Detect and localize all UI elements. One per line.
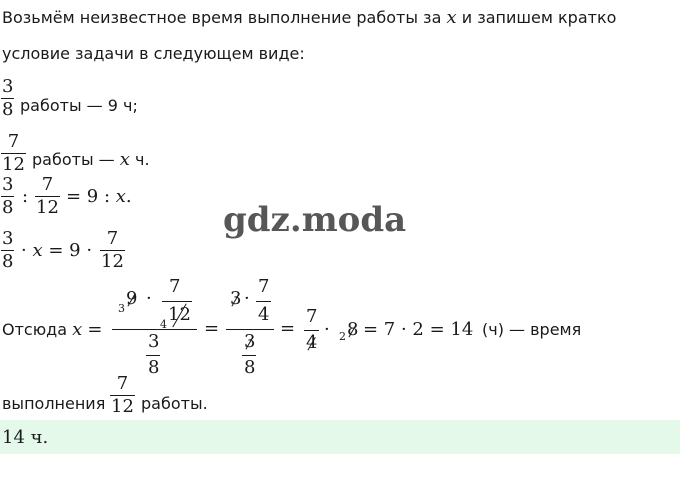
watermark-logo: gdz.moda xyxy=(223,200,407,240)
main-fraction-bar xyxy=(226,329,274,330)
variable-x: x xyxy=(115,186,126,207)
product-lhs xyxy=(21,240,92,261)
denominator: 8 xyxy=(244,357,256,378)
answer-text: 14 ч. xyxy=(2,427,49,448)
bottom-fraction-bar xyxy=(242,355,256,356)
numerator: 3 xyxy=(2,76,14,97)
numerator: 7 xyxy=(7,131,20,152)
unit-hours: ч. xyxy=(135,150,150,169)
condition-2-label: работы — xyxy=(32,150,115,169)
denominator: 8 xyxy=(2,197,14,218)
answer-box xyxy=(0,420,680,454)
completion-prefix: выполнения xyxy=(2,394,106,413)
cancelled-eight: 8 xyxy=(347,319,359,340)
variable-x: x xyxy=(119,149,130,170)
bottom-fraction-bar xyxy=(146,355,160,356)
dot: · xyxy=(146,288,152,309)
dot: · xyxy=(324,319,330,340)
intro-text: Возьмём неизвестное время выполнение работы за xyxy=(2,8,442,27)
cancelled-three: 3 xyxy=(244,331,256,352)
solution-prefix xyxy=(2,320,102,340)
denominator: 12 xyxy=(111,396,134,417)
denominator: 8 xyxy=(2,99,14,120)
equals: = xyxy=(204,318,220,339)
denominator: 4 xyxy=(258,304,270,325)
equals: = xyxy=(87,319,103,340)
cancel-factor: 3 xyxy=(118,302,125,315)
result-unit-text: (ч) — время xyxy=(482,320,582,339)
intro-line-1 xyxy=(2,8,616,28)
completion-fraction-7-12 xyxy=(110,373,135,418)
numerator: 7 xyxy=(306,306,318,327)
denominator: 12 xyxy=(36,197,59,218)
fraction-7-12 xyxy=(1,131,26,176)
result-expression: = 7 · 2 = 14 xyxy=(363,319,474,340)
cancel-factor: 4 xyxy=(160,318,167,331)
numerator: 3 xyxy=(148,331,160,352)
cancel-factor: 2 xyxy=(339,330,346,343)
proportion-fraction-7-12 xyxy=(35,174,60,219)
numerator: 7 xyxy=(41,174,54,195)
condition-1-text: работы — 9 ч; xyxy=(20,96,138,115)
variable-x: x xyxy=(72,319,83,340)
intro-tail: и запишем кратко xyxy=(461,8,617,27)
variable-x: x xyxy=(446,7,457,28)
numerator: 3 xyxy=(2,228,14,249)
numerator: 3 xyxy=(2,174,14,195)
cancelled-nine: 9 xyxy=(126,288,138,309)
numerator: 7 xyxy=(116,373,129,394)
main-fraction-bar xyxy=(112,329,197,330)
completion-suffix: работы. xyxy=(141,394,208,413)
cancelled-three: 3 xyxy=(230,288,242,309)
rhs-text: = 9 : xyxy=(66,186,116,207)
denominator: 8 xyxy=(2,251,14,272)
equals: = xyxy=(280,318,296,339)
prefix-text: Отсюда xyxy=(2,320,68,339)
product-rhs: = 9 · xyxy=(48,240,93,261)
colon: : xyxy=(22,186,29,207)
dot: · xyxy=(21,240,33,261)
product-fraction-3-8 xyxy=(1,228,14,273)
numerator: 7 xyxy=(169,276,181,297)
dot: · xyxy=(244,288,250,309)
product-fraction-7-12 xyxy=(100,228,125,273)
intro-line-2: условие задачи в следующем виде: xyxy=(2,44,305,63)
numerator: 7 xyxy=(106,228,119,249)
inner-fraction-bar xyxy=(256,301,271,302)
fraction-3-8 xyxy=(1,76,14,121)
fraction-bar xyxy=(304,330,319,331)
denominator: 8 xyxy=(148,357,160,378)
variable-x: x xyxy=(32,240,43,261)
inner-fraction-bar xyxy=(162,301,192,302)
numerator: 7 xyxy=(258,276,270,297)
cancelled-four: 4 xyxy=(306,332,318,353)
period: . xyxy=(125,186,132,207)
denominator: 12 xyxy=(2,154,25,175)
condition-2-text xyxy=(32,150,150,170)
proportion-rhs xyxy=(66,186,132,207)
fraction-c xyxy=(302,306,362,356)
proportion-fraction-3-8 xyxy=(1,174,14,219)
denominator: 12 xyxy=(101,251,124,272)
cancelled-twelve: 12 xyxy=(168,304,191,325)
complex-fraction-b xyxy=(226,274,276,384)
complex-fraction-a xyxy=(112,274,202,384)
